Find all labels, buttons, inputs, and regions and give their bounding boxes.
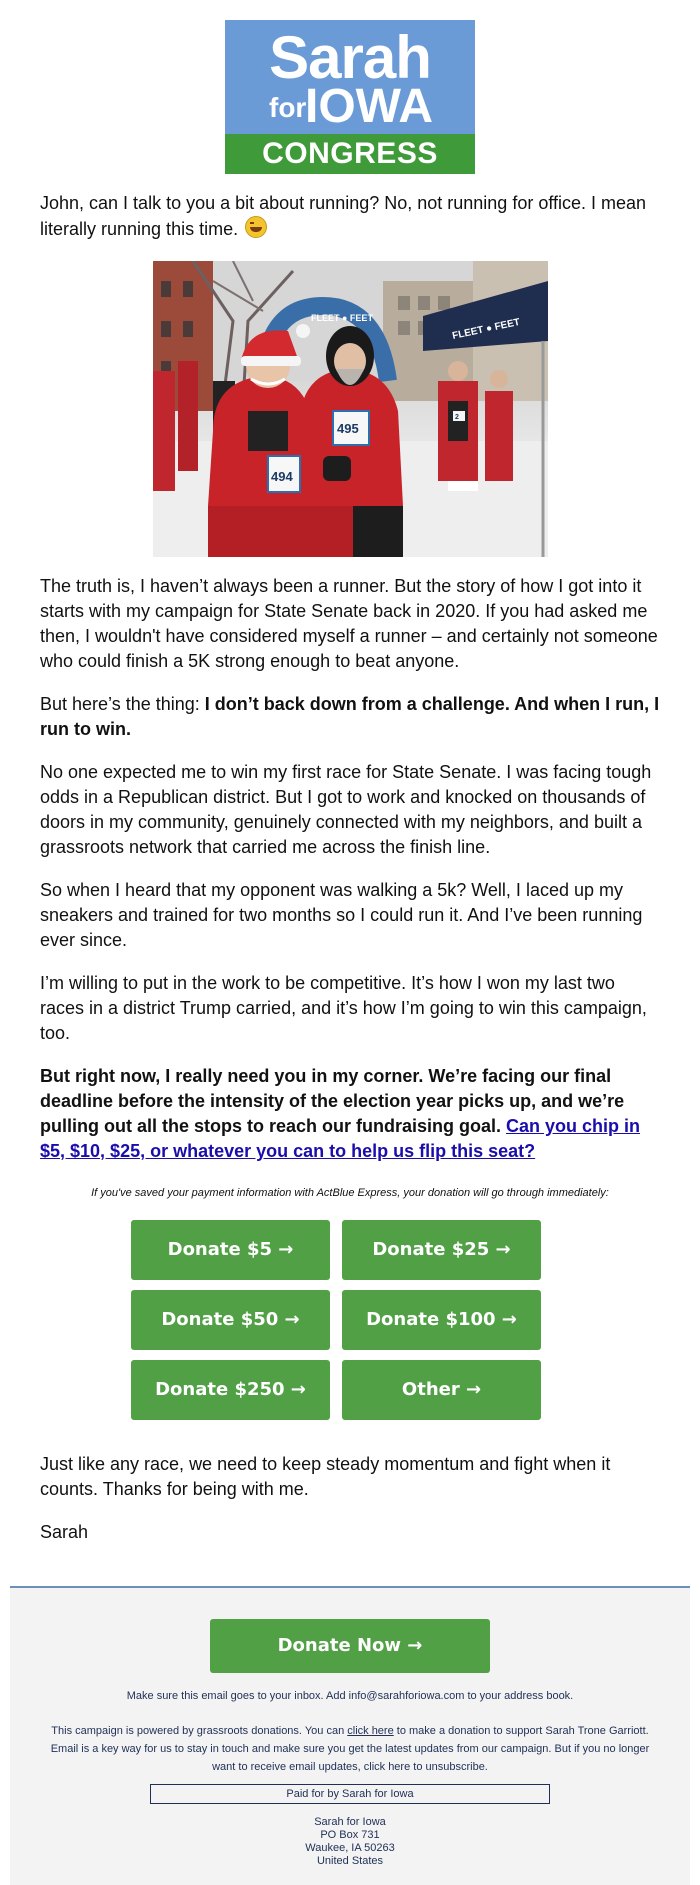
signature: Sarah bbox=[40, 1522, 89, 1542]
photo-bib-right: 495 bbox=[337, 421, 359, 436]
donate-other-button[interactable]: Other → bbox=[342, 1360, 541, 1420]
powered-by-note bbox=[30, 1722, 670, 1740]
challenge-lead: But here’s the thing: bbox=[40, 694, 205, 714]
logo-office: CONGRESS bbox=[225, 134, 475, 174]
grinning-squinting-face-emoji-icon bbox=[245, 216, 267, 238]
donate-25-button[interactable]: Donate $25 → bbox=[342, 1220, 541, 1280]
email-updates-note: Email is a key way for us to stay in touch and make sure you get the latest updates from our campaign. But if you no longer bbox=[50, 1743, 650, 1755]
unsubscribe-note[interactable]: want to receive email updates, click here to unsubscribe. bbox=[212, 1761, 488, 1773]
paid-for-disclaimer: Paid for by Sarah for Iowa bbox=[150, 1784, 550, 1804]
photo-bib-left: 494 bbox=[271, 469, 293, 484]
tent-banner-text: FLEET ● FEET bbox=[451, 316, 521, 342]
paragraph-5k: So when I heard that my opponent was walking a 5k? Well, I laced up my sneakers and trained for two months so I could run it. And I’ve been running ever since. bbox=[40, 880, 643, 950]
paragraph-runner-story: The truth is, I haven’t always been a runner. But the story of how I got into it starts with my campaign for State Senate back in 2020. If you had asked me then, I wouldn't have considered myself a runner – and certainly not someone who could finish a 5K strong enough to beat anyone. bbox=[40, 576, 658, 671]
campaign-logo bbox=[225, 20, 475, 174]
intro-text: John, can I talk to you a bit about running? No, not running for office. I mean literally running this time. bbox=[40, 193, 647, 239]
paragraph-competitive: I’m willing to put in the work to be competitive. It’s how I won my last two races in a district Trump carried, and it’s how I’m going to win this campaign, too. bbox=[40, 973, 647, 1043]
donate-now-button[interactable]: Donate Now → bbox=[210, 1619, 490, 1673]
email-footer bbox=[10, 1586, 690, 1885]
address-line-city: Waukee, IA 50263 bbox=[305, 1842, 395, 1854]
donate-50-button[interactable]: Donate $50 → bbox=[131, 1290, 330, 1350]
logo-name: Sarah bbox=[269, 24, 431, 91]
logo-state: IOWA bbox=[305, 80, 433, 133]
paragraph-closing: Just like any race, we need to keep steady momentum and fight when it counts. Thanks for being with me. bbox=[40, 1454, 611, 1499]
address-line-org: Sarah for Iowa bbox=[314, 1816, 386, 1828]
click-here-donate-link[interactable]: click here bbox=[347, 1725, 394, 1737]
powered-text-1: This campaign is powered by grassroots donations. You can bbox=[51, 1725, 348, 1737]
donate-5-button[interactable]: Donate $5 → bbox=[131, 1220, 330, 1280]
donate-100-button[interactable]: Donate $100 → bbox=[342, 1290, 541, 1350]
paragraph-ask bbox=[40, 1064, 660, 1164]
paragraph-state-senate: No one expected me to win my first race for State Senate. I was facing tough odds in a Republican district. But I got to work and knocked on thousands of doors in my community, genuinely connected with my neighbors, and built a grassroots network that carried me across the finish line. bbox=[40, 762, 652, 857]
logo-top-band bbox=[225, 20, 475, 134]
photo-back-bib: 2 bbox=[455, 414, 459, 421]
address-line-country: United States bbox=[316, 1855, 384, 1867]
logo-for: for bbox=[269, 92, 307, 123]
race-photo-illustration bbox=[153, 261, 548, 557]
ask-bold-text: But right now, I really need you in my corner. We’re facing our final deadline before the intensity of the election year picks up, and we’re pulling out all the stops to reach our fundraising goal. bbox=[40, 1066, 625, 1136]
inbox-note: Make sure this email goes to your inbox. Add info@sarahforiowa.com to your address book. bbox=[126, 1690, 574, 1702]
mailing-address bbox=[30, 1816, 670, 1868]
race-photo bbox=[153, 261, 548, 557]
actblue-express-note: If you've saved your payment information with ActBlue Express, your donation will go through immediately: bbox=[91, 1187, 609, 1199]
intro-paragraph bbox=[40, 191, 660, 242]
powered-text-2: to make a donation to support Sarah Trone Garriott. bbox=[393, 1725, 649, 1737]
donate-250-button[interactable]: Donate $250 → bbox=[131, 1360, 330, 1420]
chip-in-link[interactable]: Can you chip in $5, $10, $25, or whatever you can to help us flip this seat? bbox=[40, 1116, 641, 1161]
challenge-bold: I don’t back down from a challenge. And when I run, I run to win. bbox=[40, 694, 660, 739]
paragraph-challenge bbox=[40, 692, 660, 742]
arch-banner-text: FLEET ● FEET bbox=[311, 313, 373, 323]
address-line-po: PO Box 731 bbox=[320, 1829, 380, 1841]
